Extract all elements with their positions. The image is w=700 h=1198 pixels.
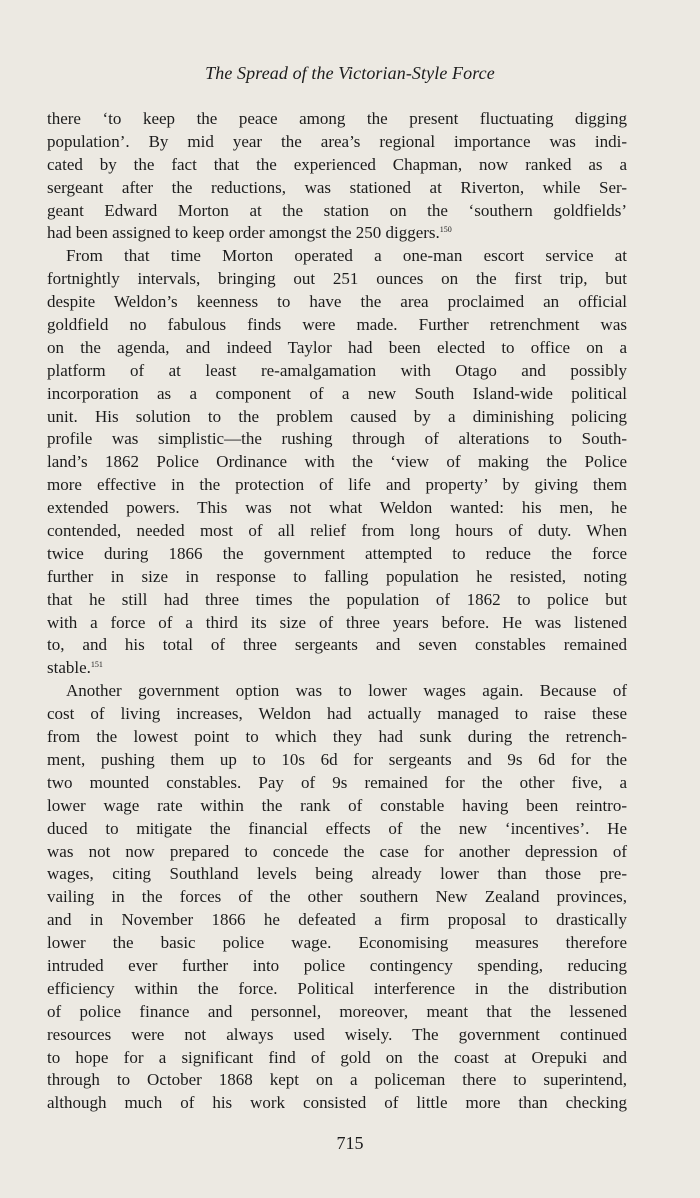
text-line: from the lowest point to which they had sunk during the retrench-: [47, 727, 627, 747]
text-line: was not now prepared to concede the case for another depression of: [47, 841, 627, 861]
text-line-content: stable.: [47, 658, 91, 678]
paragraph-2: [47, 245, 627, 680]
text-line: sergeant after the reductions, was stationed at Riverton, while Ser-: [47, 177, 627, 197]
text-line: despite Weldon’s keenness to have the area proclaimed an official: [47, 292, 627, 312]
text-line: there ‘to keep the peace among the present fluctuating digging: [47, 109, 627, 128]
text-line: profile was simplistic—the rushing through of alterations to South-: [47, 429, 627, 449]
text-line: cated by the fact that the experienced Chapman, now ranked as a: [47, 154, 627, 174]
running-head: The Spread of the Victorian-Style Force: [205, 63, 495, 83]
text-line: twice during 1866 the government attempted to reduce the force: [47, 543, 627, 563]
text-line: intruded ever further into police contingency spending, reducing: [47, 955, 627, 975]
text-line: From that time Morton operated a one-man escort service at: [66, 246, 627, 266]
body-text: [47, 108, 627, 1115]
footnote-ref-151: 151: [90, 660, 103, 670]
text-line: two mounted constables. Pay of 9s remained for the other five, a: [47, 772, 627, 792]
text-line: of police finance and personnel, moreover, meant that the lessened: [47, 1001, 627, 1021]
text-line: with a force of a third its size of three years before. He was listened: [47, 612, 627, 632]
text-line-with-footnote: [47, 222, 627, 245]
text-line-content: had been assigned to keep order amongst the 250 diggers.: [47, 223, 440, 243]
text-line: lower the basic police wage. Economising measures therefore: [47, 933, 627, 953]
text-line-with-footnote: [47, 657, 627, 680]
text-line: fortnightly intervals, bringing out 251 ounces on the first trip, but: [47, 269, 627, 289]
text-line: contended, needed most of all relief from long hours of duty. When: [47, 521, 627, 541]
text-line: further in size in response to falling population he resisted, noting: [47, 566, 627, 586]
text-line: population’. By mid year the area’s regional importance was indi-: [47, 131, 627, 151]
page-number: 715: [336, 1133, 364, 1153]
text-line: Another government option was to lower wages again. Because of: [66, 681, 627, 701]
text-line: more effective in the protection of life and property’ by giving them: [47, 475, 627, 495]
text-line: wages, citing Southland levels being already lower than those pre-: [47, 864, 627, 884]
paragraph-1: [47, 108, 627, 245]
text-line: cost of living increases, Weldon had actually managed to raise these: [47, 704, 627, 724]
text-line: although much of his work consisted of little more than checking: [47, 1093, 627, 1113]
text-line: lower wage rate within the rank of constable having been reintro-: [47, 795, 627, 815]
text-line: geant Edward Morton at the station on the ‘southern goldfields’: [47, 200, 627, 220]
text-line: incorporation as a component of a new South Island-wide political: [47, 383, 627, 403]
text-line: ment, pushing them up to 10s 6d for sergeants and 9s 6d for the: [47, 749, 627, 769]
text-line: extended powers. This was not what Weldon wanted: his men, he: [47, 498, 627, 518]
text-line: goldfield no fabulous finds were made. Further retrenchment was: [47, 315, 627, 335]
text-line: through to October 1868 kept on a policeman there to superintend,: [47, 1070, 627, 1090]
text-line: efficiency within the force. Political interference in the distribution: [47, 978, 627, 998]
text-line: resources were not always used wisely. The government continued: [47, 1024, 627, 1044]
paragraph-3: [47, 680, 627, 1115]
text-line: that he still had three times the population of 1862 to police but: [47, 589, 627, 609]
text-line: to hope for a significant find of gold on the coast at Orepuki and: [47, 1047, 627, 1067]
text-line: land’s 1862 Police Ordinance with the ‘view of making the Police: [47, 452, 627, 472]
text-line: unit. His solution to the problem caused by a diminishing policing: [47, 406, 627, 426]
text-line: to, and his total of three sergeants and seven constables remained: [47, 635, 627, 655]
text-line: on the agenda, and indeed Taylor had been elected to office on a: [47, 337, 627, 357]
text-line: platform of at least re-amalgamation with Otago and possibly: [47, 360, 627, 380]
footnote-ref-150: 150: [439, 225, 452, 235]
text-line: vailing in the forces of the other southern New Zealand provinces,: [47, 887, 627, 907]
text-line: and in November 1866 he defeated a firm proposal to drastically: [47, 910, 627, 930]
text-line: duced to mitigate the financial effects of the new ‘incentives’. He: [47, 818, 627, 838]
